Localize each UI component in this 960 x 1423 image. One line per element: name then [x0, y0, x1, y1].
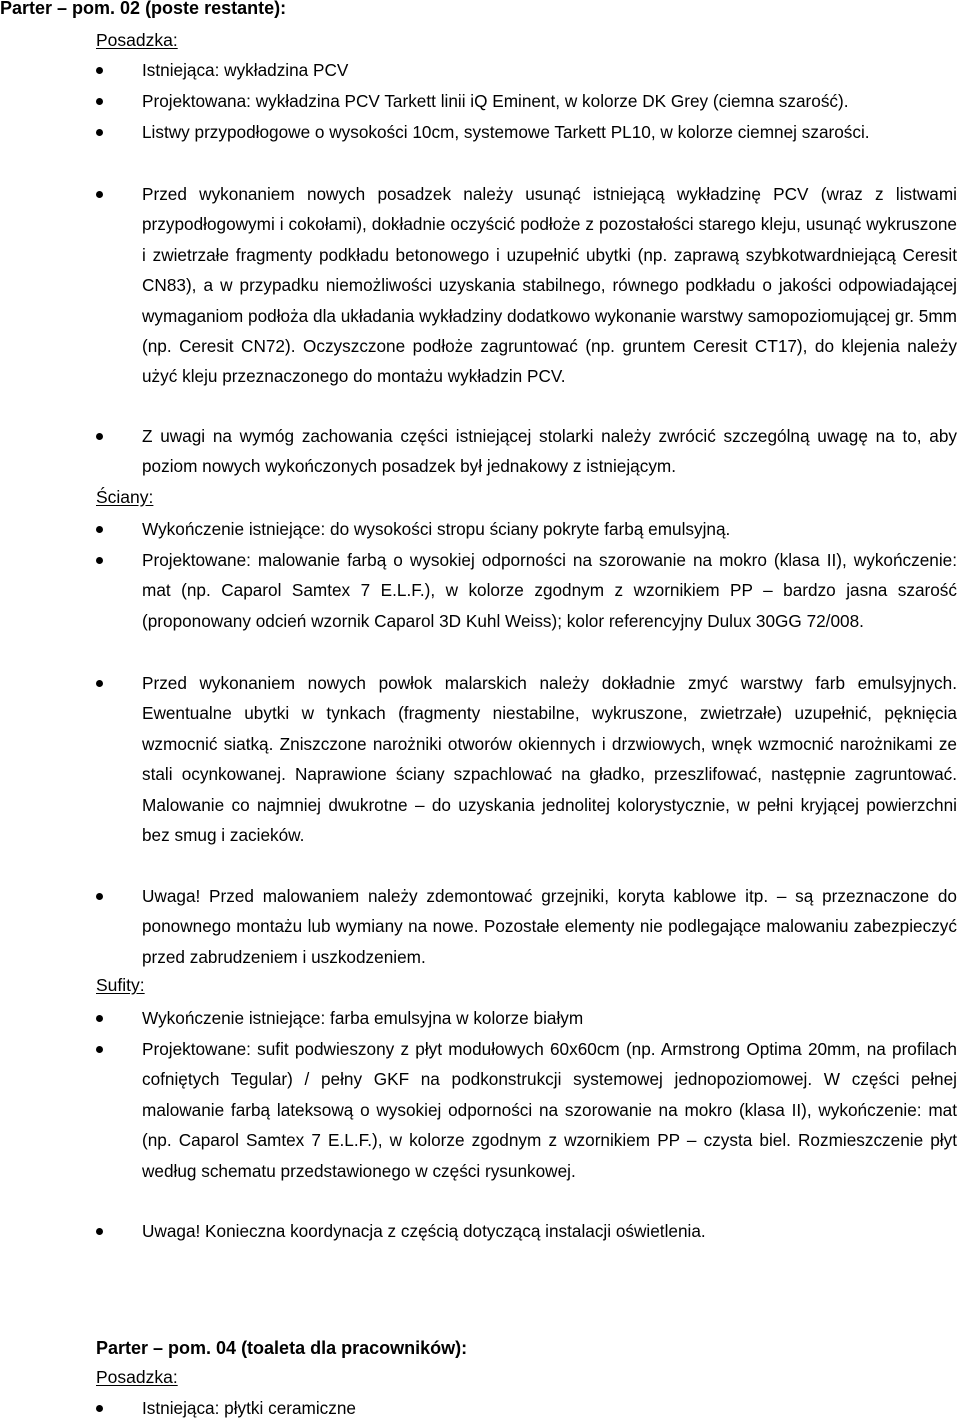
list-item-text: Projektowane: malowanie farbą o wysokiej odporności na szorowanie na mokro (klasa II), wykończenie: mat (np. Caparol Samtex 7 E.L.F.), w kolorze zgodnym z wzornikiem PP – bardzo jasna szarość (proponowany odcień wzornik Caparol 3D Kuhl Weiss); kolor referencyjny Dulux 30GG 72/008. [142, 550, 957, 631]
bullet-icon [96, 1015, 103, 1022]
bullet-icon [96, 680, 103, 687]
list-item-text: Wykończenie istniejące: farba emulsyjna w kolorze białym [142, 1008, 584, 1028]
bullet-icon [96, 893, 103, 900]
list-item-text: Przed wykonaniem nowych posadzek należy usunąć istniejącą wykładzinę PCV (wraz z listwami przypodłogowymi i cokołami), dokładnie oczyścić podłoże z pozostałości starego kleju, usunąć wykruszone i zwietrzałe fragmenty podkładu betonowego i uzupełnić ubytki (np. zaprawą szybkotwardniejącą Ceresit CN83), a w przypadku niemożliwości uzyskania stabilnego, równego podkładu o jakości odpowiadającej wymaganiom podłoża dla układania wykładziny dodatkowo wykonanie warstwy samopoziomującej gr. 5mm (np. Ceresit CN72). Oczyszczone podłoże zagruntować (np. gruntem Ceresit CT17), do klejenia należy użyć kleju przeznaczonego do montażu wykładzin PCV. [142, 184, 957, 387]
bullet-icon [96, 67, 103, 74]
bullet-icon [96, 129, 103, 136]
list-item-text: Istniejąca: płytki ceramiczne [142, 1398, 356, 1418]
bullet-icon [96, 557, 103, 564]
bullet-icon [96, 1405, 103, 1412]
bullet-icon [96, 98, 103, 105]
list-item-text: Uwaga! Konieczna koordynacja z częścią dotyczącą instalacji oświetlenia. [142, 1221, 706, 1241]
bullet-icon [96, 1046, 103, 1053]
subheading-sufity: Sufity: [96, 975, 145, 995]
bullet-icon [96, 433, 103, 440]
bullet-icon [96, 1228, 103, 1235]
bullet-icon [96, 191, 103, 198]
list-item-text: Projektowana: wykładzina PCV Tarkett linii iQ Eminent, w kolorze DK Grey (ciemna szarość). [142, 91, 849, 111]
subheading-posadzka: Posadzka: [96, 30, 178, 50]
subheading-posadzka: Posadzka: [96, 1367, 178, 1387]
section-heading-pom-02: Parter – pom. 02 (poste restante): [0, 0, 287, 18]
bullet-icon [96, 526, 103, 533]
list-item-text: Wykończenie istniejące: do wysokości stropu ściany pokryte farbą emulsyjną. [142, 519, 731, 539]
section-heading-pom-04: Parter – pom. 04 (toaleta dla pracowników): [96, 1338, 468, 1358]
list-item-text: Projektowane: sufit podwieszony z płyt modułowych 60x60cm (np. Armstrong Optima 20mm, na profilach cofniętych Tegular) / pełny GKF na podkonstrukcji systemowej jednopoziomowej. W części pełnej malowanie farbą lateksową o wysokiej odporności na szorowanie na mokro (klasa II), wykończenie: mat (np. Caparol Samtex 7 E.L.F.), w kolorze zgodnym z wzornikiem PP – czysta biel. Rozmieszczenie płyt według schematu przedstawionego w części rysunkowej. [142, 1039, 957, 1181]
list-item-text: Uwaga! Przed malowaniem należy zdemontować grzejniki, koryta kablowe itp. – są przeznaczone do ponownego montażu lub wymiany na nowe. Pozostałe elementy nie podlegające malowaniu zabezpieczyć przed zabrudzeniem i uszkodzeniem. [142, 886, 957, 967]
list-item-text: Istniejąca: wykładzina PCV [142, 60, 349, 80]
list-item-text: Listwy przypodłogowe o wysokości 10cm, systemowe Tarkett PL10, w kolorze ciemnej szarości. [142, 122, 870, 142]
list-item-text: Przed wykonaniem nowych powłok malarskich należy dokładnie zmyć warstwy farb emulsyjnych. Ewentualne ubytki w tynkach (fragmenty niestabilne, wykruszone, zwietrzałe) uzupełnić, pęknięcia wzmocnić siatką. Zniszczone narożniki otworów okiennych i drzwiowych, wnęk wzmocnić narożnikami ze stali ocynkowanej. Naprawione ściany szpachlować na gładko, przeszlifować, następnie zagruntować. Malowanie co najmniej dwukrotne – do uzyskania jednolitej kolorystycznie, w pełni kryjącej powierzchni bez smug i zacieków. [142, 673, 957, 846]
subheading-sciany: Ściany: [96, 487, 154, 507]
list-item-text: Z uwagi na wymóg zachowania części istniejącej stolarki należy zwrócić szczególną uwagę na to, aby poziom nowych wykończonych posadzek był jednakowy z istniejącym. [142, 426, 957, 477]
